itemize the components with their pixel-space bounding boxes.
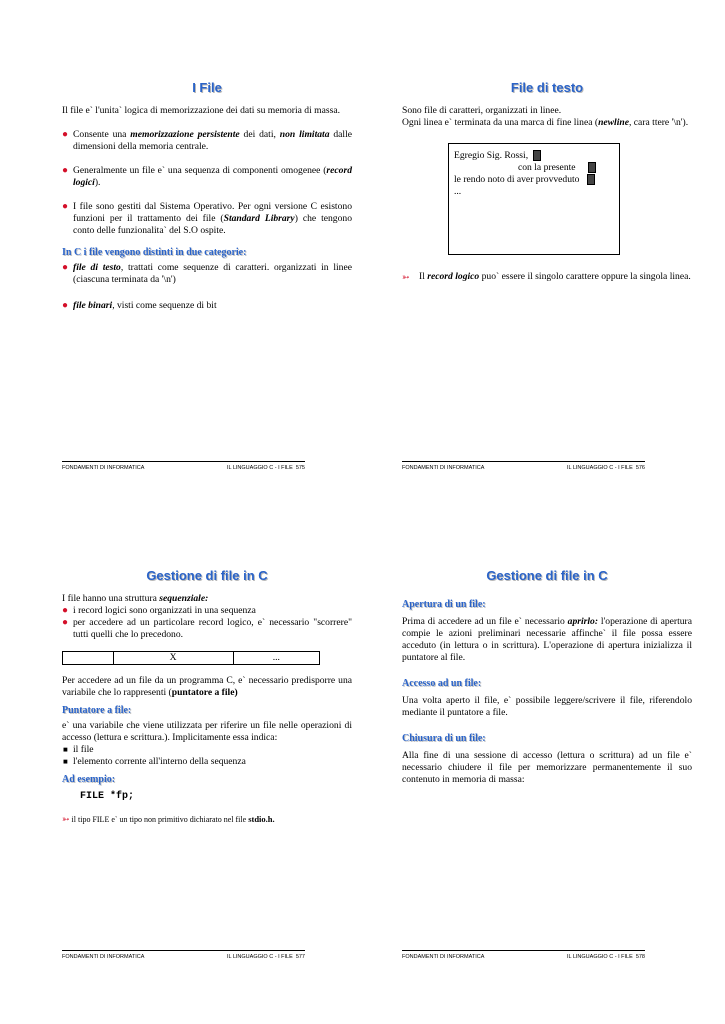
footer-course: FONDAMENTI DI INFORMATICA	[402, 954, 485, 960]
slide-title: I File	[192, 80, 222, 95]
bullet-icon: ●	[62, 165, 69, 176]
note: ➳ il tipo FILE e` un tipo non primitivo dichiarato nel file stdio.h.	[62, 814, 275, 824]
page-footer	[402, 461, 645, 474]
code-example: FILE *fp;	[80, 791, 135, 802]
page-number: 577	[295, 954, 305, 960]
page-number: 575	[295, 465, 305, 471]
bullet-icon: ●	[62, 129, 69, 140]
section-subtitle: Puntatore a file:	[62, 705, 132, 716]
note: ➳ Il record logico puo` essere il singolo carattere oppure la singola linea.	[402, 271, 691, 282]
section-subtitle: In C i file vengono distinti in due categorie:	[62, 247, 247, 258]
slide-gestione-file-2	[402, 568, 692, 786]
intro-text: I file hanno una struttura sequenziale:	[62, 593, 209, 604]
example-line: ...	[454, 186, 462, 197]
bullet-icon: ●	[62, 262, 69, 273]
page-footer	[402, 950, 645, 963]
section-subtitle: Chiusura di un file:	[402, 733, 486, 744]
slide-title: Gestione di file in C	[146, 568, 268, 583]
list-item: ■ l'elemento corrente all'interno della sequenza	[63, 756, 246, 767]
text-file-example	[448, 143, 620, 255]
slide-file-di-testo	[402, 80, 692, 283]
paragraph: e` una variabile che viene utilizzata per riferire un file nelle operazioni di accesso (lettura e scrittura.). Implicitamente essa indica:	[62, 720, 352, 743]
slide-title: File di testo	[510, 80, 584, 95]
intro-text: Il file e` l'unita` logica di memorizzazione dei dati su memoria di massa.	[62, 105, 340, 116]
bullet-icon: ●	[62, 201, 69, 212]
section-subtitle: Apertura di un file:	[402, 599, 486, 610]
bullet-icon: ●	[62, 617, 69, 628]
bullet-icon: ●	[62, 300, 69, 311]
section-subtitle: Accesso ad un file:	[402, 678, 482, 689]
double-arrow-icon: ➳	[62, 814, 70, 824]
footer-course: FONDAMENTI DI INFORMATICA	[402, 465, 485, 471]
footer-section: IL LINGUAGGIO C - I FILE 578	[566, 954, 645, 960]
footer-section: IL LINGUAGGIO C - I FILE 577	[226, 954, 305, 960]
paragraph: Alla fine di una sessione di accesso (lettura o scrittura) ad un file e` necessario chiudere il file per memorizzare permanentemente il suo contenuto in memoria di massa:	[402, 750, 692, 785]
example-line: con la presente	[518, 162, 576, 173]
slide-gestione-file-1	[62, 568, 352, 825]
double-arrow-icon: ➳	[402, 272, 410, 282]
paragraph: Prima di accedere ad un file e` necessario aprirlo: l'operazione di apertura compie le azioni preliminari necessarie affinche` il file possa essere acceduto (in lettura o in scrittura). L'operazione di apertura inizializza il puntatore al file.	[402, 616, 692, 663]
line-end-marker-icon	[533, 150, 541, 161]
list-item: ● I file sono gestiti dal Sistema Operativo. Per ogni versione C esistono funzioni per il trattamento dei file (Standard Library) che tengono conto delle funzionalita` del S.O ospite.	[62, 201, 352, 236]
page-number: 578	[635, 954, 645, 960]
list-item: ● Consente una memorizzazione persistente dei dati, non limitata dalle dimensioni della memoria centrale.	[62, 129, 353, 152]
record-cell-current: X	[113, 652, 233, 664]
record-cell-rest: ...	[233, 652, 320, 664]
page-number: 576	[635, 465, 645, 471]
paragraph: Una volta aperto il file, e` possibile leggere/scrivere il file, riferendolo mediante il puntatore a file.	[402, 695, 692, 718]
page-footer	[62, 950, 305, 963]
list-item: ● file binari, visti come sequenze di bit	[62, 300, 217, 311]
paragraph: Per accedere ad un file da un programma C, e` necessario predisporre una variabile che lo rappresenti (puntatore a file)	[62, 675, 352, 698]
line-end-marker-icon	[588, 162, 596, 173]
list-item: ● per accedere ad un particolare record logico, e` necessario "scorrere" tutti quelli che lo precedono.	[62, 617, 352, 640]
slide-i-file	[62, 80, 352, 312]
slide-title: Gestione di file in C	[486, 568, 608, 583]
list-item: ● Generalmente un file e` una sequenza di componenti omogenee (record logici).	[62, 165, 352, 188]
square-bullet-icon: ■	[63, 757, 68, 766]
footer-section: IL LINGUAGGIO C - I FILE 575	[226, 465, 305, 471]
square-bullet-icon: ■	[63, 745, 68, 754]
example-line: Egregio Sig. Rossi,	[454, 150, 529, 161]
bullet-icon: ●	[62, 605, 69, 616]
example-line: le rendo noto di aver provveduto	[454, 174, 580, 185]
list-item: ● i record logici sono organizzati in una sequenza	[62, 605, 256, 616]
page-footer	[62, 461, 305, 474]
footer-course: FONDAMENTI DI INFORMATICA	[62, 954, 145, 960]
section-subtitle: Ad esempio:	[62, 774, 116, 785]
line-end-marker-icon	[587, 174, 595, 185]
record-cell	[62, 652, 113, 664]
intro-text: Sono file di caratteri, organizzati in linee. Ogni linea e` terminata da una marca di fine linea (newline, cara ttere '\n').	[402, 105, 689, 128]
footer-section: IL LINGUAGGIO C - I FILE 576	[566, 465, 645, 471]
list-item: ■ il file	[63, 744, 94, 755]
list-item: ● file di testo, trattati come sequenze di caratteri. organizzati in linee (ciascuna terminata da '\n')	[62, 262, 352, 285]
sequence-diagram	[62, 651, 320, 665]
footer-course: FONDAMENTI DI INFORMATICA	[62, 465, 145, 471]
